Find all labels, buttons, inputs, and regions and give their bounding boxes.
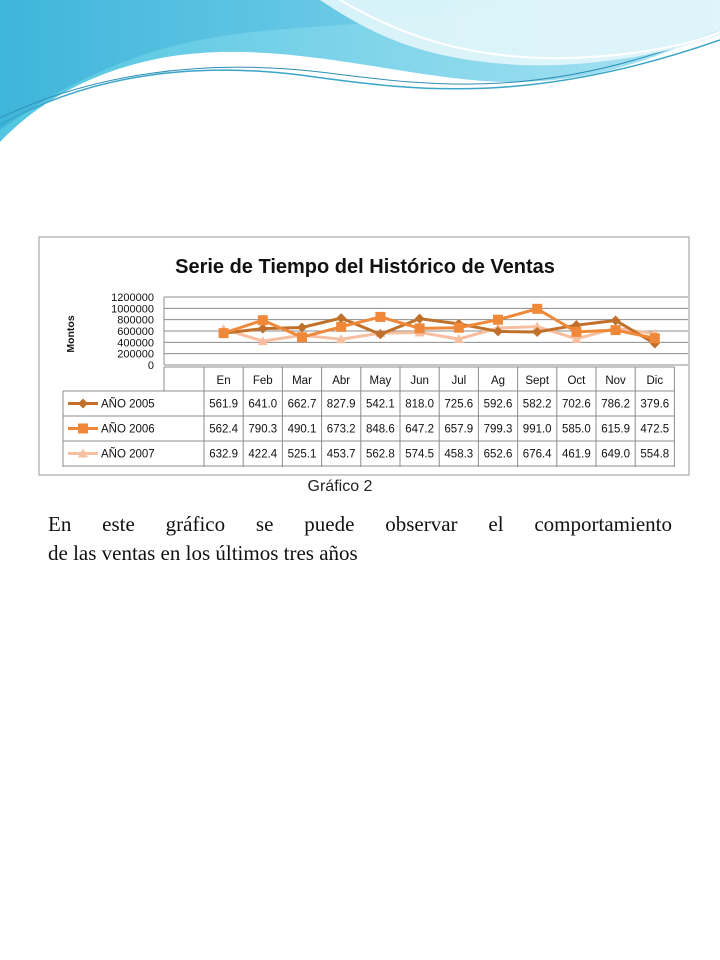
x-category-label: Jun — [410, 375, 429, 387]
sales-line-chart — [30, 228, 696, 498]
chart-container — [30, 228, 696, 498]
chart-title: Serie de Tiempo del Histórico de Ventas — [175, 256, 555, 278]
data-label: 525.1 — [287, 448, 317, 461]
data-label: 453.7 — [326, 448, 356, 461]
data-label: 561.9 — [209, 398, 238, 411]
data-label: 592.6 — [483, 398, 513, 411]
data-label: 562.4 — [209, 423, 238, 436]
chart-caption: Gráfico 2 — [307, 478, 373, 495]
data-label: 490.1 — [287, 423, 317, 436]
legend-series-name: AÑO 2006 — [101, 423, 155, 436]
data-label: 657.9 — [444, 423, 474, 436]
data-point — [219, 328, 229, 338]
x-category-label: Ag — [490, 375, 506, 387]
data-label: 554.8 — [640, 448, 670, 461]
y-tick-label: 400000 — [117, 337, 154, 350]
x-category-label: Jul — [451, 375, 467, 387]
description-paragraph — [48, 510, 672, 568]
data-label: 848.6 — [366, 423, 395, 436]
y-tick-label: 1000000 — [111, 303, 154, 316]
data-point — [375, 312, 385, 322]
data-point — [454, 323, 464, 333]
description-line-2: de las ventas en los últimos tres años — [48, 541, 358, 565]
data-label: 649.0 — [601, 448, 630, 461]
data-point — [297, 332, 307, 342]
data-point — [650, 333, 660, 343]
data-label: 458.3 — [444, 448, 474, 461]
y-axis-label: Montos — [65, 315, 77, 353]
y-tick-label: 1200000 — [111, 292, 154, 304]
data-label: 472.5 — [640, 423, 670, 436]
data-label: 379.6 — [640, 398, 670, 411]
data-point — [336, 322, 346, 332]
data-label: 827.9 — [326, 398, 356, 411]
data-label: 702.6 — [562, 398, 591, 411]
data-label: 991.0 — [522, 423, 552, 436]
data-label: 641.0 — [248, 398, 278, 411]
legend-series-name: AÑO 2005 — [101, 398, 155, 411]
description-line-1: En este gráfico se puede observar el comportamiento — [48, 512, 672, 536]
x-category-label: Abr — [332, 375, 351, 387]
data-label: 725.6 — [444, 398, 474, 411]
data-label: 662.7 — [287, 398, 317, 411]
x-category-label: Dic — [646, 375, 664, 387]
data-label: 422.4 — [248, 448, 278, 461]
x-category-label: Sept — [525, 375, 550, 387]
y-tick-label: 200000 — [117, 348, 154, 361]
data-label: 574.5 — [405, 448, 434, 461]
data-label: 790.3 — [248, 423, 278, 436]
legend-series-name: AÑO 2007 — [101, 448, 155, 461]
data-point — [415, 323, 425, 333]
data-point — [493, 315, 503, 325]
x-category-label: May — [369, 375, 392, 387]
data-label: 632.9 — [209, 448, 238, 461]
data-point — [571, 327, 581, 337]
data-label: 818.0 — [405, 398, 434, 411]
y-tick-label: 600000 — [117, 326, 154, 338]
y-tick-label: 800000 — [117, 314, 154, 327]
data-label: 615.9 — [601, 423, 630, 436]
data-label: 652.6 — [483, 448, 513, 461]
x-category-label: Oct — [567, 375, 586, 387]
data-point — [611, 325, 621, 335]
data-label: 461.9 — [562, 448, 591, 461]
data-label: 676.4 — [522, 448, 552, 461]
data-label: 542.1 — [366, 398, 395, 411]
data-label: 673.2 — [326, 423, 356, 436]
x-category-label: En — [216, 375, 231, 387]
legend-marker — [78, 424, 88, 434]
data-point — [532, 304, 542, 314]
data-label: 786.2 — [601, 398, 630, 411]
data-label: 799.3 — [483, 423, 513, 436]
decorative-wave-banner — [0, 0, 720, 150]
y-tick-labels — [111, 292, 154, 372]
y-tick-label: 0 — [147, 360, 154, 372]
data-point — [258, 315, 268, 325]
x-category-label: Nov — [605, 375, 626, 387]
data-label: 562.8 — [366, 448, 395, 461]
x-category-label: Mar — [292, 375, 312, 387]
x-category-label: Feb — [252, 375, 273, 387]
data-label: 582.2 — [522, 398, 552, 411]
data-label: 585.0 — [562, 423, 591, 436]
data-label: 647.2 — [405, 423, 434, 436]
